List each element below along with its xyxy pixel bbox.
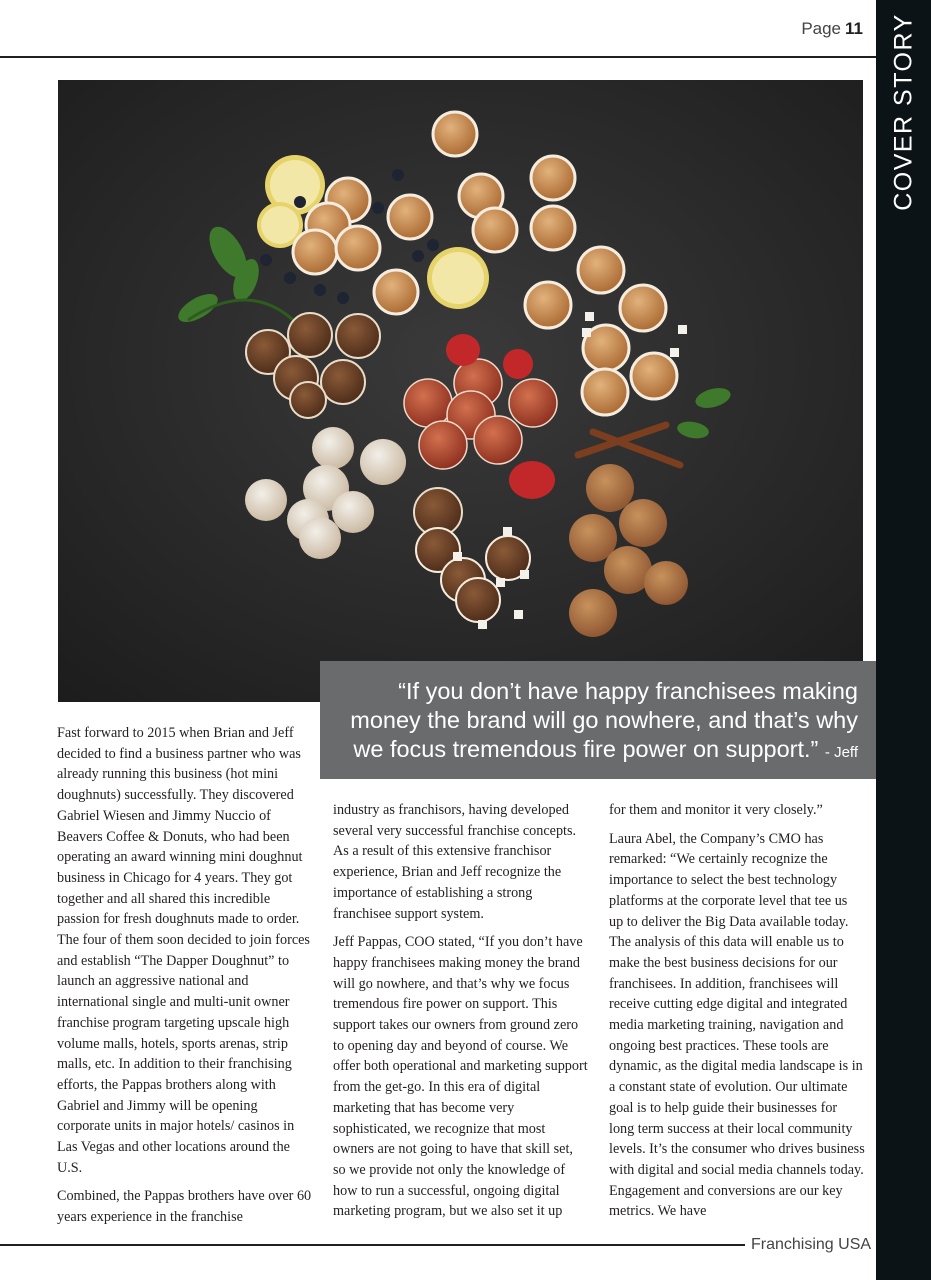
paragraph: Fast forward to 2015 when Brian and Jeff decided to find a business partner who was already running this business (hot mini doughnuts) successfully. They discovered Gabriel Wiesen and Jimmy Nuccio of Beavers Coffee & Donuts, who had been operating an award winning mini doughnut business in Chicago for 4 years. They got together and all shared this incredible passion for fresh doughnuts made to order. The four of them soon decided to join forces and establish “The Dapper Doughnut” to launch an aggressive national and international single and multi-unit owner franchise program targeting upscale high volume malls, hotels, sports arenas, strip malls, etc. In addition to their franchising efforts, the Pappas brothers along with Gabriel and Jimmy will be opening corporate units in major hotels/ casinos in Las Vegas and other locations around the U.S. — [57, 725, 310, 1176]
paragraph: Combined, the Pappas brothers have over 60 years experience in the franchise — [57, 1188, 312, 1226]
section-label-text: COVER STORY — [889, 13, 917, 211]
cover-photo — [58, 80, 863, 702]
page-prefix: Page — [801, 19, 842, 38]
article-column-2 — [333, 800, 589, 1230]
paragraph: Jeff Pappas, COO stated, “If you don’t have happy franchisees making money the brand will go nowhere, and that’s why we focus tremendous fire power on support. This support takes our owners from ground zero to opening day and beyond of course. We offer both operational and marketing support from the get-go. In this era of digital marketing that has become very sophisticated, we recognize that most owners are not going to have that skill set, so we provide not only the knowledge of how to run a successful, ongoing digital marketing program, but we also set it up — [333, 934, 588, 1220]
pull-quote-text: “If you don’t have happy franchisees making money the brand will go nowhere, and that’s why we focus tremendous fire power on support.” — [350, 678, 858, 762]
pull-quote — [320, 661, 876, 793]
publication-name: Franchising USA — [751, 1236, 872, 1253]
page-number — [801, 19, 863, 39]
article-column-1 — [57, 723, 313, 1236]
top-divider — [0, 56, 876, 58]
paragraph: for them and monitor it very closely.” — [609, 802, 823, 818]
pull-quote-attribution: - Jeff Pappas — [807, 744, 858, 793]
bottom-divider — [0, 1244, 745, 1246]
paragraph: industry as franchisors, having developed several very successful franchise concepts. As a result of this extensive franchisor experience, Brian and Jeff recognize the importance of establishing a strong franchisee support system. — [333, 802, 577, 922]
page-number-value: 11 — [845, 19, 863, 38]
article-column-3 — [609, 800, 865, 1230]
section-label — [876, 0, 931, 225]
paragraph: Laura Abel, the Company’s CMO has remarked: “We certainly recognize the importance to select the best technology platforms at the corporate level that tee us up to deliver the Big Data available today. The analysis of this data will enable us to make the best business decisions for our franchisees. In addition, franchisees will receive cutting edge digital and integrated media marketing training, navigation and ongoing best practices. These tools are dynamic, as the digital media landscape is in a constant state of evolution. Our ultimate goal is to help guide their businesses for long term success at their local community levels. It’s the consumer who drives business with digital and social media channels today. Engagement and conversions are our key metrics. We have — [609, 830, 865, 1220]
doughnut-photo-illustration — [58, 80, 863, 702]
